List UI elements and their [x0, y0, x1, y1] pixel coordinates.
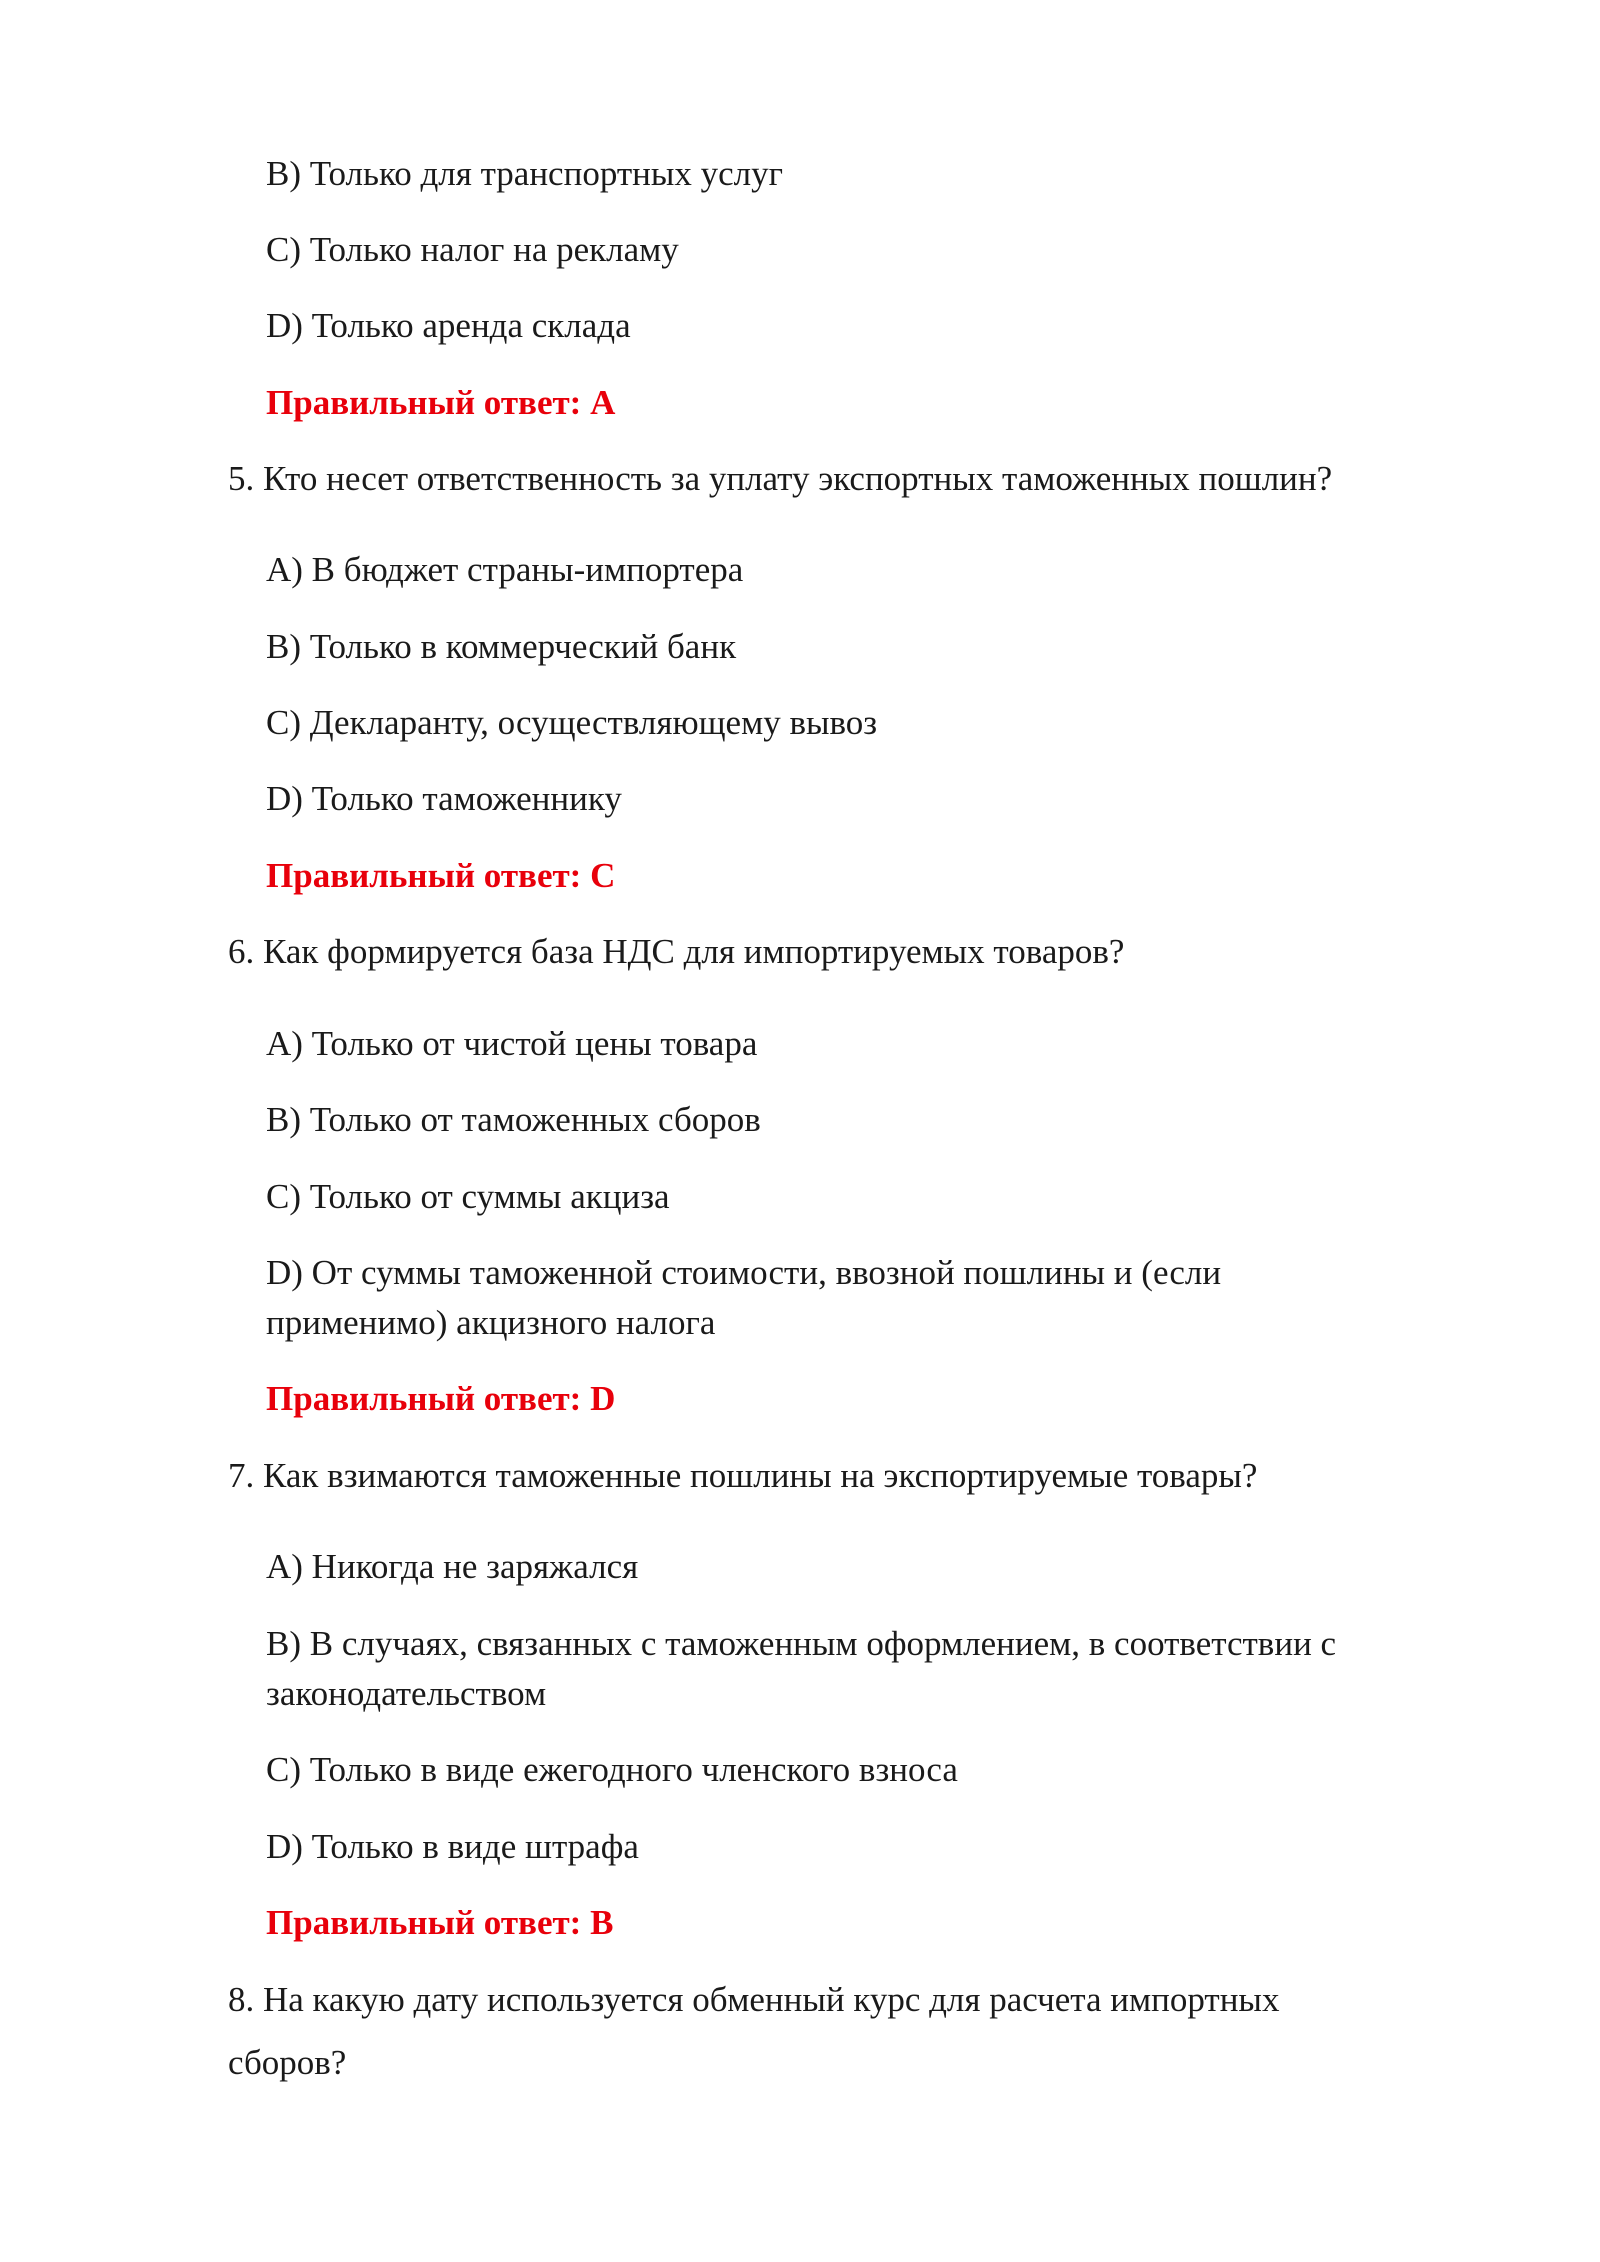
q7-option-d: D) Только в виде штрафа [266, 1827, 639, 1866]
q4-option-d: D) Только аренда склада [266, 306, 631, 345]
q4-option-c: C) Только налог на рекламу [266, 230, 679, 269]
q6-option-d-line2: применимо) акцизного налога [266, 1303, 716, 1342]
q5-option-c: C) Декларанту, осуществляющему вывоз [266, 703, 878, 742]
q6-correct-answer: Правильный ответ: D [266, 1379, 616, 1418]
q5-question: 5. Кто несет ответственность за уплату экспортных таможенных пошлин? [228, 459, 1333, 498]
q6-option-b: B) Только от таможенных сборов [266, 1100, 761, 1139]
q8-question-line1: 8. На какую дату используется обменный курс для расчета импортных [228, 1980, 1280, 2019]
q7-option-b-line2: законодательством [266, 1674, 547, 1713]
q7-question: 7. Как взимаются таможенные пошлины на экспортируемые товары? [228, 1456, 1258, 1495]
q7-option-b-line1: B) В случаях, связанных с таможенным оформлением, в соответствии с [266, 1624, 1337, 1663]
q7-correct-answer: Правильный ответ: B [266, 1903, 614, 1942]
q5-correct-answer: Правильный ответ: C [266, 856, 616, 895]
q4-correct-answer: Правильный ответ: A [266, 383, 616, 422]
q7-option-c: C) Только в виде ежегодного членского взноса [266, 1750, 958, 1789]
q6-option-c: C) Только от суммы акциза [266, 1177, 670, 1216]
q4-option-b: B) Только для транспортных услуг [266, 154, 784, 193]
q6-option-d-line1: D) От суммы таможенной стоимости, ввозной пошлины и (если [266, 1253, 1222, 1292]
q6-question: 6. Как формируется база НДС для импортируемых товаров? [228, 932, 1125, 971]
q8-question-line2: сборов? [228, 2043, 347, 2082]
q6-option-a: A) Только от чистой цены товара [266, 1024, 758, 1063]
q5-option-b: B) Только в коммерческий банк [266, 627, 737, 666]
q5-option-d: D) Только таможеннику [266, 779, 622, 818]
q5-option-a: A) В бюджет страны-импортера [266, 550, 744, 589]
q7-option-a: A) Никогда не заряжался [266, 1547, 639, 1586]
